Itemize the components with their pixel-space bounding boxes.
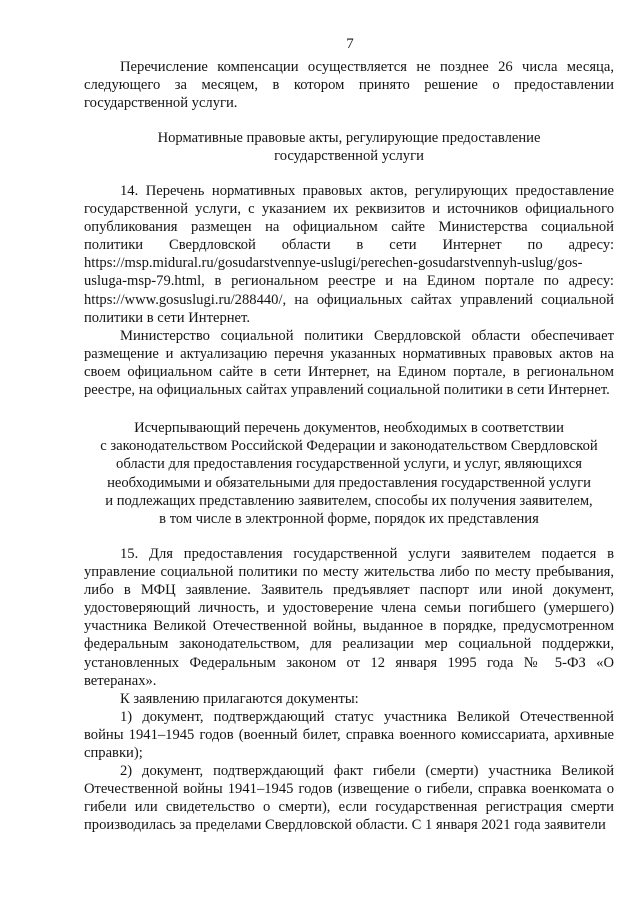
- paragraph-compensation-transfer: [84, 58, 614, 112]
- paragraph-15: 15. Для предоставления государственной услуги заявителем подается в управление социальной политики по месту жительства либо по месту пребывания, либо в МФЦ заявление. Заявитель предъявляет паспорт или иной документ, удостоверяющий личность, и удостоверение члена семьи погибшего (умершего) участника Великой Отечественной войны, выданное в порядке, предусмотренном федеральным законодательством, для реализации мер социальной поддержки, установленных Федеральным законом от 12 января 1995 года № 5-ФЗ «О ветеранах».: [84, 546, 614, 689]
- heading-line: необходимыми и обязательными для предоставления государственной услуги: [107, 474, 591, 491]
- heading-line: Нормативные правовые акты, регулирующие предоставление: [157, 130, 541, 146]
- paragraph-14: 14. Перечень нормативных правовых актов, регулирующих предоставление государственной услуги, с указанием их реквизитов и источников официального опубликования размещен на официальном сайте Министерства социальной политики Свердловской области в сети Интернет по адресу: https://msp.midural.ru/gosudarstvennye-uslugi/perechen-gosudarstvennyh-uslug/gos-usluga-msp-79.html, в региональном реестре и на Едином портале по адресу: https://www.gosuslugi.ru/288440/, на официальных сайтах управлений социальной политики в сети Интернет.: [84, 183, 614, 326]
- paragraph-15-item-2: 2) документ, подтверждающий факт гибели (смерти) участника Великой Отечественной войны 1941–1945 годов (извещение о гибели, справка военкомата о гибели или свидетельство о смерти), если государственная регистрация смерти производилась за пределами Свердловской области. С 1 января 2021 года заявители: [84, 763, 614, 834]
- heading-line: Исчерпывающий перечень документов, необходимых в соответствии: [134, 420, 564, 436]
- section-14: [84, 182, 614, 399]
- heading-line: и подлежащих представлению заявителем, способы их получения заявителем,: [105, 492, 593, 509]
- heading-line: в том числе в электронной форме, порядок их представления: [159, 511, 539, 528]
- paragraph-14-ministry: Министерство социальной политики Свердловской области обеспечивает размещение и актуализацию перечня указанных нормативных правовых актов на своем официальном сайте в сети Интернет, на Едином портале, в региональном реестре, на официальных сайтах управлений социальной политики в сети Интернет.: [84, 327, 614, 399]
- heading-line: области для предоставления государственной услуги, и услуг, являющихся: [116, 456, 582, 473]
- page-number: 7: [346, 36, 354, 52]
- paragraph-text: Перечисление компенсации осуществляется не позднее 26 числа месяца, следующего за месяцем, в котором принято решение о предоставлении государственной услуги.: [84, 59, 614, 112]
- paragraph-15-item-1: 1) документ, подтверждающий статус участника Великой Отечественной войны 1941–1945 годов (военный билет, справка военного комиссариата, архивные справки);: [84, 708, 614, 762]
- heading-line: государственной услуги: [274, 148, 424, 165]
- paragraph-15-attachments-intro: К заявлению прилагаются документы:: [120, 690, 359, 707]
- heading-line: с законодательством Российской Федерации и законодательством Свердловской: [100, 438, 598, 455]
- heading-documents-list: [84, 419, 614, 528]
- heading-normative-acts: [84, 129, 614, 165]
- section-15: [84, 545, 614, 835]
